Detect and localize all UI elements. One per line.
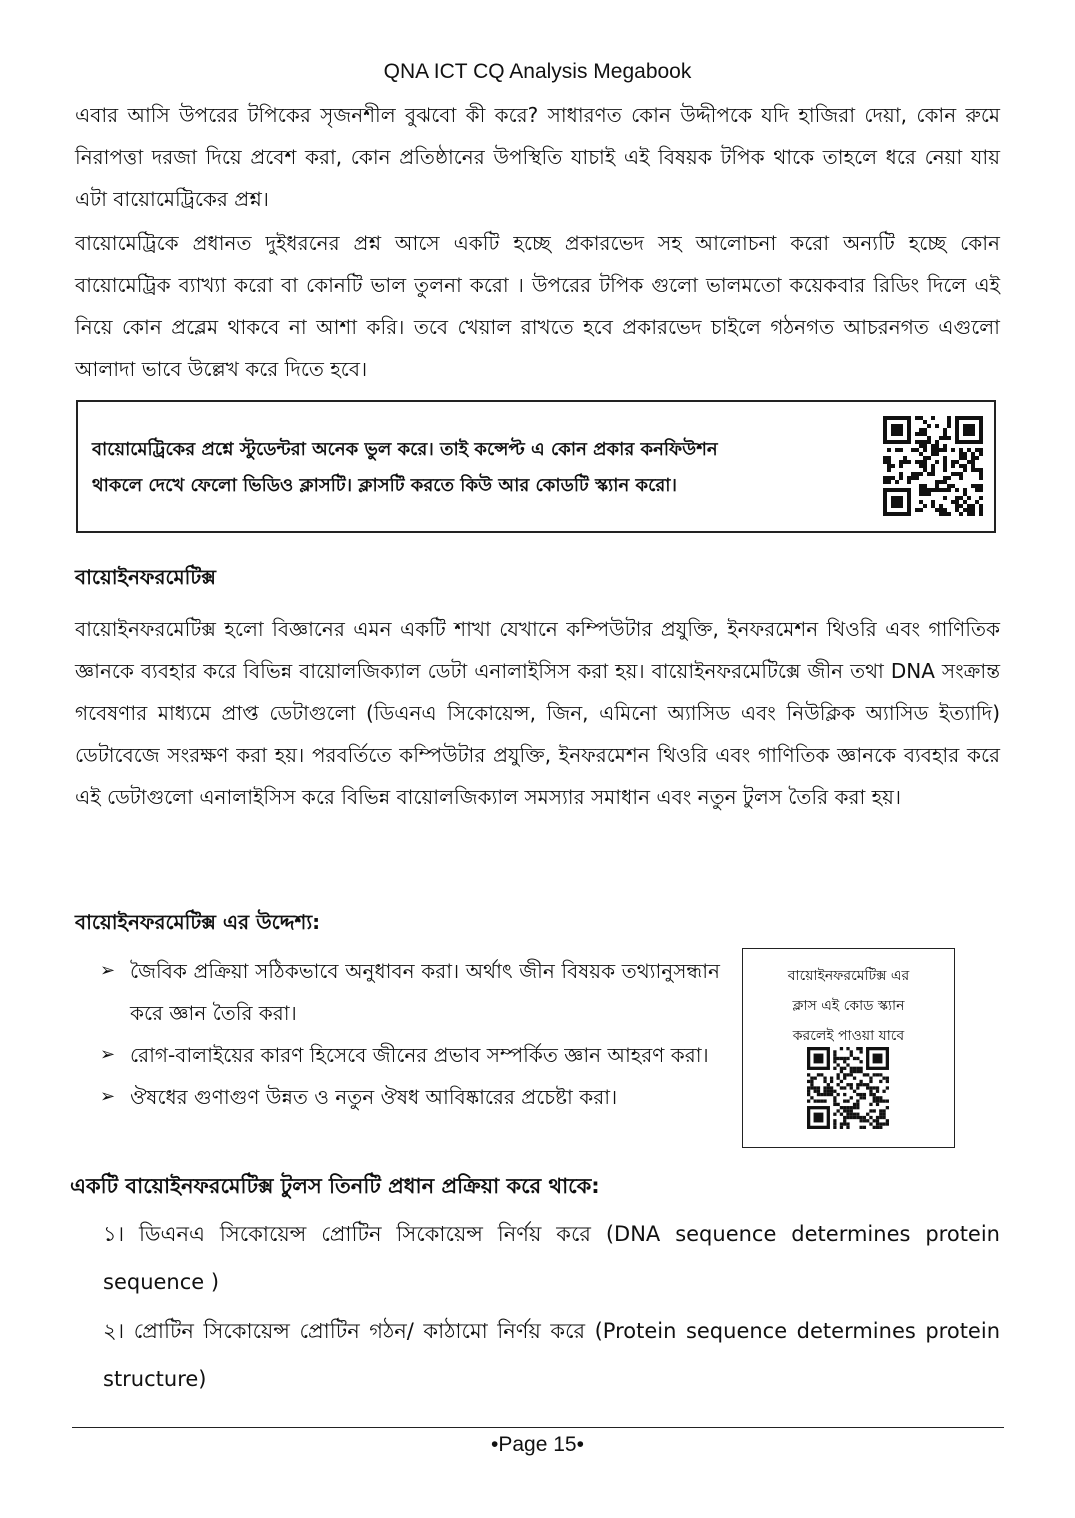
page-number: •Page 15• — [491, 1433, 584, 1456]
objectives-list — [100, 950, 720, 1118]
list-item: ➢ ঔষধের গুণাগুণ উন্নত ও নতুন ঔষধ আবিষ্কারের প্রচেষ্টা করা। — [100, 1076, 720, 1118]
notice-text — [92, 432, 872, 504]
section-heading-objectives: বায়োইনফরমেটিক্স এর উদ্দেশ্য: — [75, 910, 321, 934]
list-item: ➢ জৈবিক প্রক্রিয়া সঠিকভাবে অনুধাবন করা। অর্থাৎ জীন বিষয়ক তথ্যানুসন্ধান করে জ্ঞান তৈরি করা। — [100, 950, 720, 1034]
bioinformatics-class-box — [742, 948, 955, 1148]
notice-line-1: বায়োমেট্রিকের প্রশ্নে স্টুডেন্টরা অনেক ভুল করে। তাই কন্সেপ্ট এ কোন প্রকার কনফিউশন — [92, 439, 718, 460]
bioinformatics-paragraph: বায়োইনফরমেটিক্স হলো বিজ্ঞানের এমন একটি শাখা যেখানে কম্পিউটার প্রযুক্তি, ইনফরমেশন থিওরি এবং গাণিতিক জ্ঞানকে ব্যবহার করে বিভিন্ন বায়োলজিক্যাল ডেটা এনালাইসিস করা হয়। বায়োইনফরমেটিক্সে জীন তথা DNA সংক্রান্ত গবেষণার মাধ্যমে প্রাপ্ত ডেটাগুলো (ডিএনএ সিকোয়েন্স, জিন, এমিনো অ্যাসিড এবং নিউক্লিক অ্যাসিড ইত্যাদি) ডেটাবেজে সংরক্ষণ করা হয়। পরবর্তিতে কম্পিউটার প্রযুক্তি, ইনফরমেশন থিওরি এবং গাণিতিক জ্ঞানকে ব্যবহার করে এই ডেটাগুলো এনালাইসিস করে বিভিন্ন বায়োলজিক্যাল সমস্যার সমাধান এবং নতুন টুলস তৈরি করা হয়। — [75, 617, 1000, 809]
biometric-paragraph: বায়োমেট্রিকে প্রধানত দুইধরনের প্রশ্ন আসে একটি হচ্ছে প্রকারভেদ সহ আলোচনা করো অন্যটি হচ্ছে কোন বায়োমেট্রিক ব্যাখ্যা করো বা কোনটি ভাল তুলনা করো । উপরের টপিক গুলো ভালমতো কয়েকবার রিডিং দিলে এই নিয়ে কোন প্রব্লেম থাকবে না আশা করি। তবে খেয়াল রাখতে হবে প্রকারভেদ চাইলে গঠনগত আচরনগত এগুলো আলাদা ভাবে উল্লেখ করে দিতে হবে। — [75, 231, 1000, 381]
page-header: QNA ICT CQ Analysis Megabook — [383, 60, 692, 83]
footer-divider — [72, 1427, 1004, 1428]
intro-paragraph: এবার আসি উপরের টপিকের সৃজনশীল বুঝবো কী করে? সাধারণত কোন উদ্দীপকে যদি হাজিরা দেয়া, কোন রুমে নিরাপত্তা দরজা দিয়ে প্রবেশ করা, কোন প্রতিষ্ঠানের উপস্থিতি যাচাই এই বিষয়ক টপিক থাকে তাহলে ধরে নেয়া যায় এটা বায়োমেট্রিকের প্রশ্ন। — [75, 103, 1000, 211]
arrow-bullet-icon: ➢ — [100, 960, 116, 981]
arrow-bullet-icon: ➢ — [100, 1044, 116, 1065]
process-item-2: ২। প্রোটিন সিকোয়েন্স প্রোটিন গঠন/ কাঠামো নির্ণয় করে (Protein sequence determines protein structure) — [103, 1319, 1000, 1391]
section-heading-processes: একটি বায়োইনফরমেটিক্স টুলস তিনটি প্রধান প্রক্রিয়া করে থাকে: — [70, 1174, 600, 1198]
arrow-bullet-icon: ➢ — [100, 1086, 116, 1107]
notice-line-2: থাকলে দেখে ফেলো ভিডিও ক্লাসটি। ক্লাসটি করতে কিউ আর কোডটি স্ক্যান করো। — [92, 475, 677, 496]
section-heading-bioinformatics: বায়োইনফরমেটিক্স — [75, 565, 216, 589]
qr-code-icon[interactable] — [807, 1047, 889, 1129]
video-class-notice-box — [76, 400, 996, 533]
class-box-text: বায়োইনফরমেটিক্স এর ক্লাস এই কোড স্ক্যান করলেই পাওয়া যাবে — [787, 968, 910, 1044]
qr-code-icon[interactable] — [883, 416, 983, 516]
list-item: ➢ রোগ-বালাইয়ের কারণ হিসেবে জীনের প্রভাব সম্পর্কিত জ্ঞান আহরণ করা। — [100, 1034, 720, 1076]
process-item-1: ১। ডিএনএ সিকোয়েন্স প্রোটিন সিকোয়েন্স নির্ণয় করে (DNA sequence determines protein sequence ) — [103, 1222, 1000, 1294]
